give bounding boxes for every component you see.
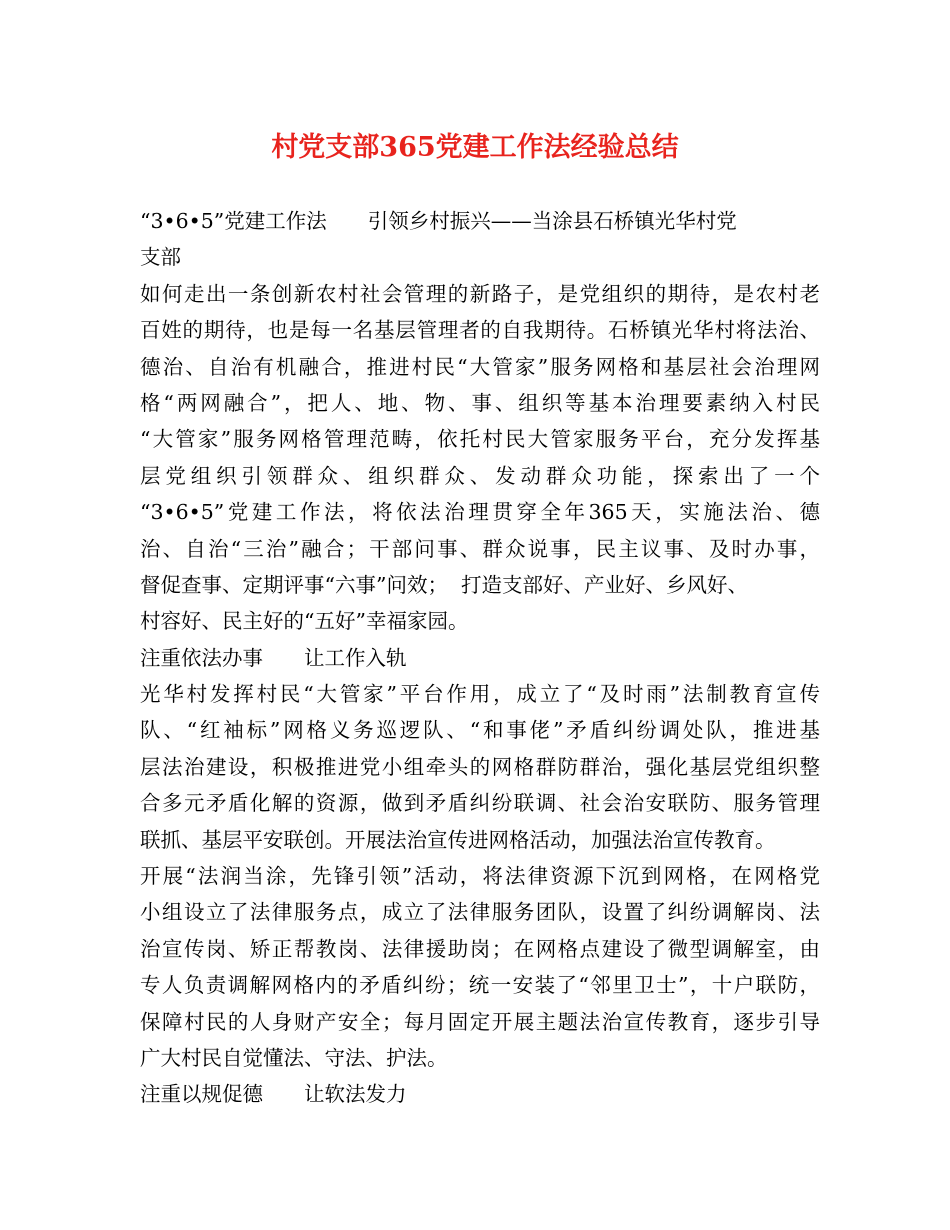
document-title: 村党支部365党建工作法经验总结 [271, 132, 679, 163]
section-heading: 注重以规促德 让软法发力 [140, 1082, 407, 1107]
text-line: 层法治建设，积极推进党小组牵头的网格群防群治，强化基层党组织整 [140, 754, 820, 779]
text-line: 保障村民的人身财产安全；每月固定开展主题法治宣传教育，逐步引导 [140, 1009, 820, 1034]
text-line: “大管家”服务网格管理范畴，依托村民大管家服务平台，充分发挥基 [140, 427, 820, 452]
text-line: 联抓、基层平安联创。开展法治宣传进网格活动，加强法治宣传教育。 [140, 827, 776, 852]
section-heading: 注重依法办事 让工作入轨 [140, 645, 407, 670]
text-line: 如何走出一条创新农村社会管理的新路子，是党组织的期待，是农村老 [140, 281, 820, 306]
text-line: 村容好、民主好的“五好”幸福家园。 [140, 609, 469, 634]
text-line: 治、自治“三治”融合；干部问事、群众说事，民主议事、及时办事， [140, 536, 820, 561]
text-line: 格“两网融合”，把人、地、物、事、组织等基本治理要素纳入村民 [140, 390, 820, 415]
text-line: 开展“法润当涂，先锋引领”活动，将法律资源下沉到网格，在网格党 [140, 864, 820, 889]
text-line: 德治、自治有机融合，推进村民“大管家”服务网格和基层社会治理网 [140, 354, 820, 379]
text-line: 专人负责调解网格内的矛盾纠纷；统一安装了“邻里卫士”，十户联防， [140, 973, 820, 998]
document-body [140, 203, 820, 1113]
text-line: 督促查事、定期评事“六事”问效； 打造支部好、产业好、乡风好、 [140, 572, 748, 597]
text-line: 层党组织引领群众、组织群众、发动群众功能，探索出了一个 [140, 463, 820, 488]
text-line: 合多元矛盾化解的资源，做到矛盾纠纷联调、社会治安联防、服务管理 [140, 791, 820, 816]
text-line: 支部 [140, 245, 181, 270]
text-line: 百姓的期待，也是每一名基层管理者的自我期待。石桥镇光华村将法治、 [140, 318, 820, 343]
text-line: 队、“红袖标”网格义务巡逻队、“和事佬”矛盾纠纷调处队，推进基 [140, 718, 820, 743]
text-line: 治宣传岗、矫正帮教岗、法律援助岗；在网格点建设了微型调解室，由 [140, 936, 820, 961]
text-line: 广大村民自觉懂法、守法、护法。 [140, 1045, 448, 1070]
text-line: “3•6•5”党建工作法，将依法治理贯穿全年365天，实施法治、德 [140, 500, 820, 525]
text-line: 光华村发挥村民“大管家”平台作用，成立了“及时雨”法制教育宣传 [140, 682, 820, 707]
text-line: 小组设立了法律服务点，成立了法律服务团队，设置了纠纷调解岗、法 [140, 900, 820, 925]
text-line: “3•6•5”党建工作法 引领乡村振兴——当涂县石桥镇光华村党 [140, 209, 737, 233]
